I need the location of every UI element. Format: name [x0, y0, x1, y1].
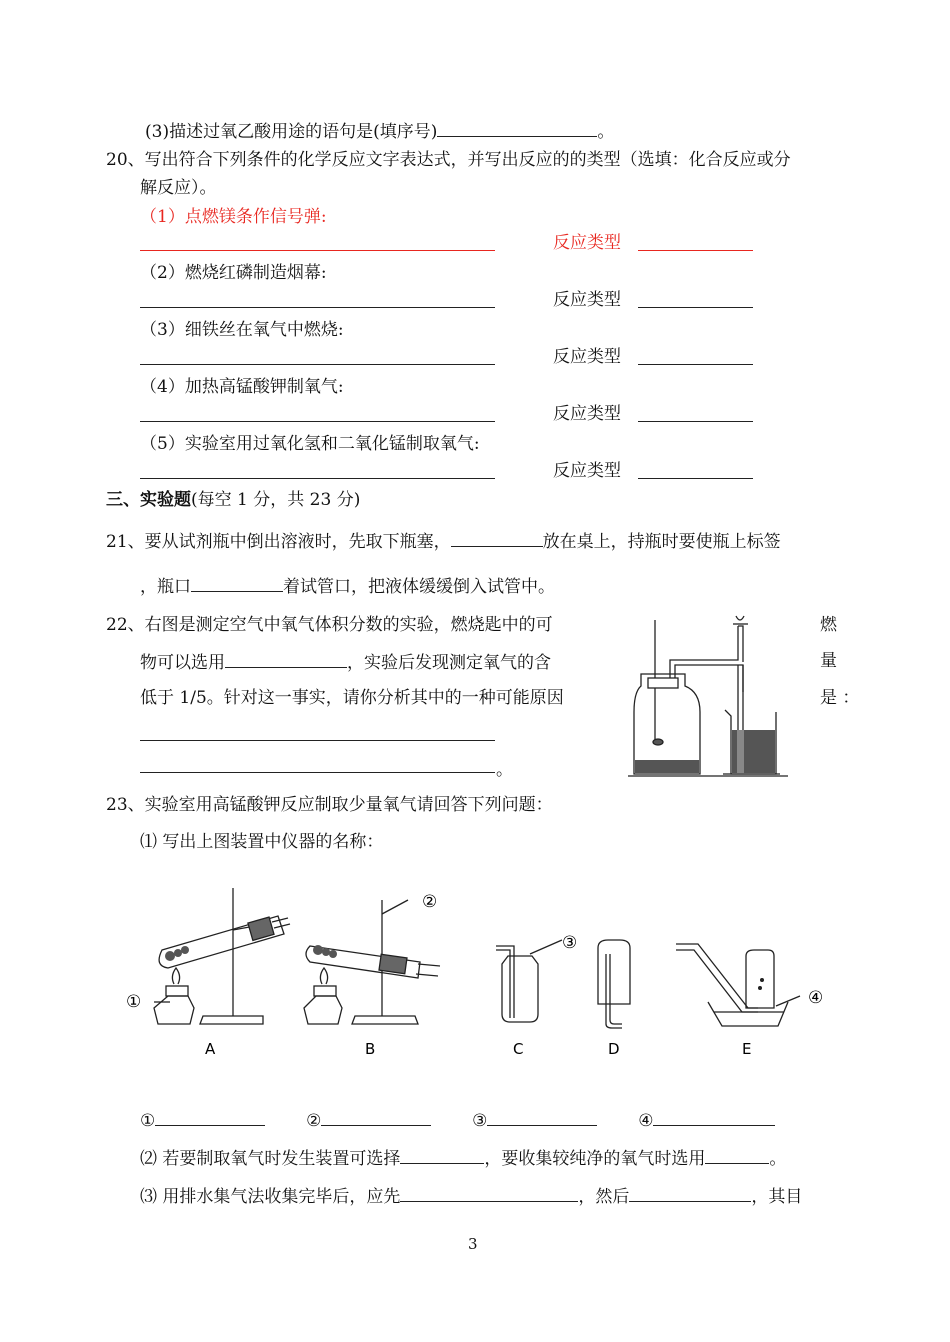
q22-blank-1[interactable] [225, 649, 347, 668]
q20-item-5-answer-line[interactable] [140, 478, 495, 479]
label-e: E [742, 1040, 752, 1058]
apparatus-c [496, 940, 562, 1022]
q20-item-3-type-blank[interactable] [638, 364, 753, 365]
q20-item-1-answer-line[interactable] [140, 250, 495, 251]
q22-answer-line-1[interactable] [140, 740, 495, 741]
q22-line1: 22、右图是测定空气中氧气体积分数的实验，燃烧匙中的可 [106, 615, 553, 635]
q21-line2 [140, 573, 555, 599]
name-blank-3[interactable] [487, 1107, 597, 1126]
q22-end: 。 [496, 760, 513, 780]
q23-part2-blank-1[interactable] [400, 1145, 484, 1164]
q22-line3: 低于 1/5。针对这一事实，请你分析其中的一种可能原因 [140, 688, 564, 708]
q19-part3-text: (3)描述过氧乙酸用途的语句是(填序号) [145, 122, 438, 142]
q20-item-3-type-label: 反应类型 [553, 347, 621, 367]
q19-part3-blank[interactable] [437, 118, 597, 137]
name-label-2: ② [306, 1111, 322, 1131]
q23-part2 [140, 1145, 786, 1171]
q22-line2 [140, 649, 551, 675]
label-circle-2: ② [422, 892, 438, 912]
q23-part3-text-b: ，然后 [578, 1187, 630, 1207]
apparatus-e [676, 944, 800, 1026]
q22-line3-right: 是 ： [820, 688, 860, 708]
q22-line2-right: 量 [820, 651, 837, 671]
q20-stem-line1: 20、写出符合下列条件的化学反应文字表达式，并写出反应的的类型（选填：化合反应或分 [106, 150, 791, 170]
q23-part2-blank-2[interactable] [705, 1145, 769, 1164]
q21-text-c: ，瓶口 [140, 577, 191, 597]
section3-title: 三、实验题 [106, 490, 191, 510]
apparatus-b [304, 900, 440, 1024]
q22-text-2a: 物可以选用 [140, 653, 225, 673]
q23-part2-text-c: 。 [769, 1149, 787, 1169]
name-blank-2[interactable] [321, 1107, 431, 1126]
q19-part3-end: 。 [597, 122, 615, 142]
q20-item-5-type-label: 反应类型 [553, 461, 621, 481]
page-number: 3 [468, 1235, 478, 1253]
q20-stem-line2: 解反应）。 [140, 178, 217, 198]
label-circle-1: ① [126, 992, 142, 1012]
q20-item-1: （1）点燃镁条作信号弹: [140, 207, 327, 227]
q20-item-1-type-blank[interactable] [638, 250, 753, 251]
q21-blank-2[interactable] [191, 573, 283, 592]
name-label-4: ④ [638, 1111, 654, 1131]
q23-part1: ⑴ 写出上图装置中仪器的名称： [140, 832, 384, 852]
q20-item-3: （3）细铁丝在氧气中燃烧: [140, 320, 344, 340]
q20-item-5: （5）实验室用过氧化氢和二氧化锰制取氧气: [140, 434, 480, 454]
q20-item-4-type-label: 反应类型 [553, 404, 621, 424]
label-d: D [608, 1040, 620, 1058]
q20-item-4-type-blank[interactable] [638, 421, 753, 422]
q22-answer-line-2[interactable] [140, 772, 495, 773]
q20-item-2-answer-line[interactable] [140, 307, 495, 308]
apparatus-figure [110, 884, 840, 1059]
q21-text-d: 着试管口，把液体缓缓倒入试管中。 [283, 577, 555, 597]
q23-part3-blank-1[interactable] [400, 1183, 578, 1202]
q20-item-2-type-label: 反应类型 [553, 290, 621, 310]
q20-item-5-type-blank[interactable] [638, 478, 753, 479]
q21-line1 [106, 528, 781, 554]
q20-item-2-type-blank[interactable] [638, 307, 753, 308]
label-circle-4: ④ [808, 988, 824, 1008]
q20-item-1-type-label: 反应类型 [553, 233, 621, 253]
q20-item-2: （2）燃烧红磷制造烟幕: [140, 263, 327, 283]
apparatus-d [598, 940, 630, 1028]
section3-note: (每空 1 分，共 23 分) [191, 490, 361, 510]
label-c: C [513, 1040, 524, 1058]
q23-part3-text-a: ⑶ 用排水集气法收集完毕后，应先 [140, 1187, 401, 1207]
q21-text-a: 21、要从试剂瓶中倒出溶液时，先取下瓶塞， [106, 532, 451, 552]
label-a: A [205, 1040, 216, 1058]
q23-name-row [140, 1107, 775, 1133]
q20-item-3-answer-line[interactable] [140, 364, 495, 365]
q23-part3 [140, 1183, 802, 1209]
name-label-1: ① [140, 1111, 156, 1131]
q21-blank-1[interactable] [451, 528, 543, 547]
section3-heading [106, 488, 360, 512]
q22-line1-right: 燃 [820, 615, 837, 635]
q23-part2-text-b: ，要收集较纯净的氧气时选用 [484, 1149, 706, 1169]
q23-part3-blank-2[interactable] [629, 1183, 751, 1202]
q20-item-4-answer-line[interactable] [140, 421, 495, 422]
oxygen-measurement-apparatus-figure [628, 612, 790, 784]
name-blank-4[interactable] [653, 1107, 775, 1126]
q23-part2-text-a: ⑵ 若要制取氧气时发生装置可选择 [140, 1149, 401, 1169]
name-blank-1[interactable] [155, 1107, 265, 1126]
name-label-3: ③ [472, 1111, 488, 1131]
q21-text-b: 放在桌上，持瓶时要使瓶上标签 [542, 532, 781, 552]
q20-item-4: （4）加热高锰酸钾制氧气: [140, 377, 344, 397]
q22-text-2b: ，实验后发现测定氧气的含 [347, 653, 551, 673]
label-circle-3: ③ [562, 933, 578, 953]
q23-part3-text-c: ，其目 [751, 1187, 803, 1207]
q19-part3 [145, 118, 614, 144]
label-b: B [365, 1040, 376, 1058]
q23-stem: 23、实验室用高锰酸钾反应制取少量氧气请回答下列问题： [106, 795, 553, 815]
